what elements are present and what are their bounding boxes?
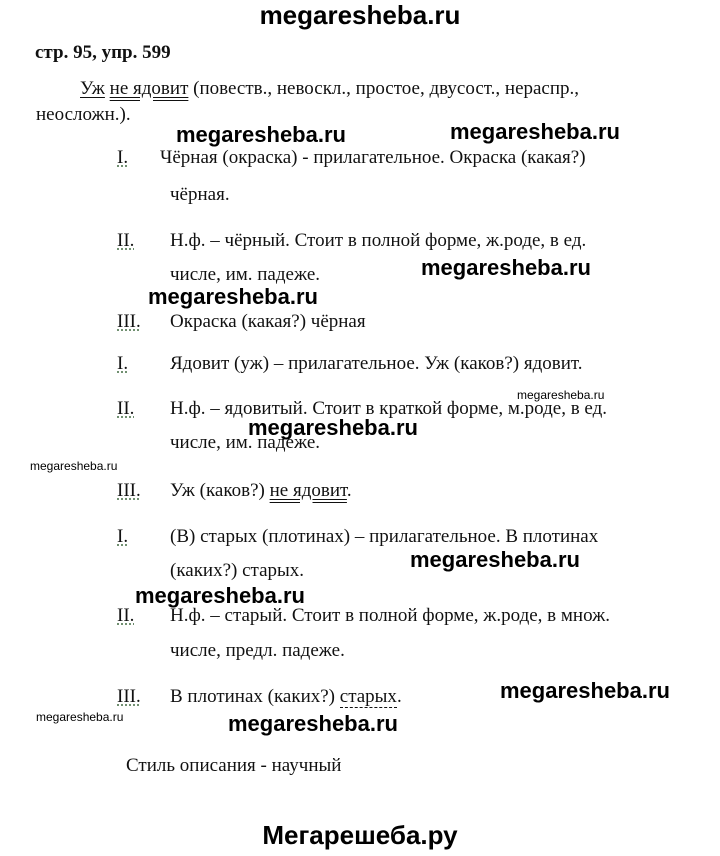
item-text: Окраска (какая?) чёрная [170, 311, 366, 332]
item-text-c: . [396, 686, 402, 707]
watermark: megaresheba.ru [410, 547, 580, 572]
item-num: I. [117, 526, 129, 547]
intro-sentence [80, 78, 579, 100]
site-header[interactable]: megaresheba.ru [259, 0, 461, 30]
watermark: megaresheba.ru [148, 284, 318, 309]
item-num: III. [117, 480, 141, 501]
intro-line2: неосложн.). [36, 104, 131, 125]
item-text [170, 480, 352, 502]
item-num: II. [117, 398, 135, 419]
watermark: megaresheba.ru [500, 678, 670, 703]
item-num: II. [117, 230, 135, 251]
intro-subject: Уж [80, 78, 105, 99]
item-text: числе, им. падеже. [170, 264, 321, 285]
style-line: Стиль описания - научный [126, 755, 342, 776]
item-text: Н.ф. – ядовитый. Стоит в краткой форме, м.роде, в ед. [170, 398, 608, 419]
item-num: III. [117, 686, 141, 707]
item-text-modifier: старых [339, 686, 397, 707]
item-text: чёрная. [170, 184, 230, 205]
item-text [170, 686, 402, 708]
intro-predicate: не ядовит [109, 78, 189, 99]
watermark: megaresheba.ru [517, 388, 605, 402]
watermark: megaresheba.ru [248, 415, 418, 440]
item-text: Ядовит (уж) – прилагательное. Уж (каков?) ядовит. [170, 353, 583, 374]
watermark: megaresheba.ru [135, 583, 305, 608]
item-text-c: . [346, 480, 352, 501]
watermark: megaresheba.ru [450, 119, 620, 144]
page-heading: стр. 95, упр. 599 [35, 42, 171, 63]
item-num: III. [117, 311, 141, 332]
item-num: I. [117, 147, 129, 168]
item-text: Н.ф. – чёрный. Стоит в полной форме, ж.роде, в ед. [170, 230, 587, 251]
watermark: megaresheba.ru [228, 711, 398, 736]
intro-characteristics: (повеств., невоскл., простое, двусост., нераспр., [193, 78, 580, 99]
item-text: Чёрная (окраска) - прилагательное. Окраска (какая?) [160, 147, 586, 168]
item-text: (каких?) старых. [170, 560, 305, 581]
site-footer[interactable]: Мегарешеба.ру [262, 820, 458, 850]
watermark: megaresheba.ru [421, 255, 591, 280]
item-text: числе, предл. падеже. [170, 640, 345, 661]
watermark: megaresheba.ru [36, 710, 124, 724]
item-text: (В) старых (плотинах) – прилагательное. В плотинах [170, 526, 599, 547]
item-text-a: Уж (каков?) [170, 480, 270, 501]
item-text: числе, им. падеже. [170, 432, 321, 453]
watermark: megaresheba.ru [176, 122, 346, 147]
item-num: II. [117, 605, 135, 626]
item-num: I. [117, 353, 129, 374]
item-text-a: В плотинах (каких?) [170, 686, 340, 707]
watermark: megaresheba.ru [30, 459, 118, 473]
item-text-predicate: не ядовит [269, 480, 347, 501]
item-text: Н.ф. – старый. Стоит в полной форме, ж.роде, в множ. [170, 605, 610, 626]
